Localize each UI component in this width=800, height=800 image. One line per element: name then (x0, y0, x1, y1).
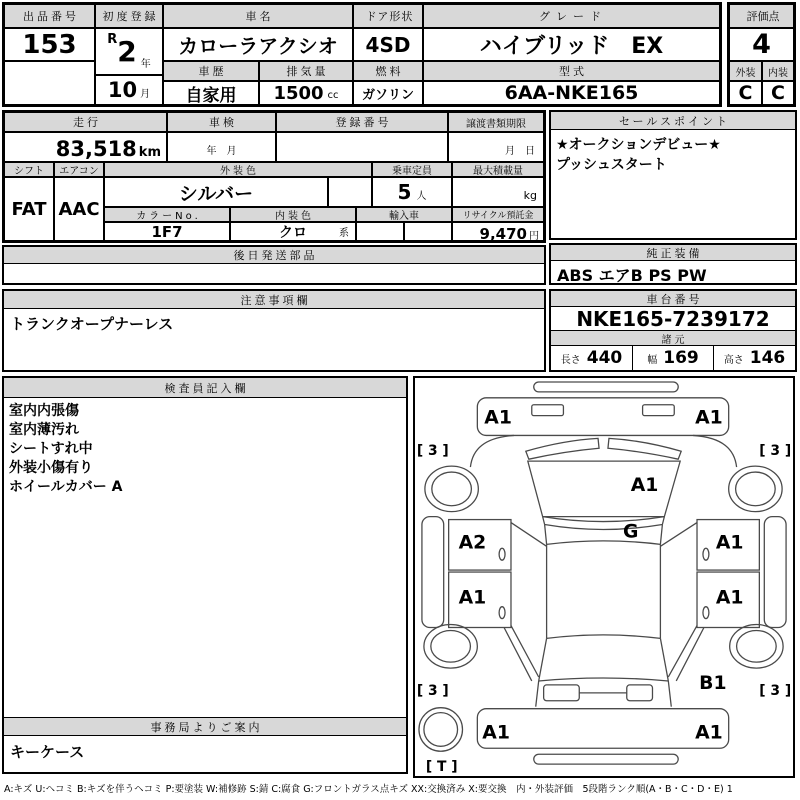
front-right-fender (693, 435, 737, 467)
car-damage-diagram (415, 378, 793, 776)
lot-number-label: 出品番号 (4, 4, 95, 28)
door-shape-value: 4SD (353, 28, 423, 61)
mark-rear-bumper-left: A1 (482, 722, 510, 744)
mark-windshield: G (623, 521, 639, 543)
wheel-front-right-inner (736, 472, 776, 506)
damage-diagram-panel (413, 376, 795, 778)
front-bumper-inset-left (532, 405, 564, 416)
height-cell (714, 346, 795, 370)
rear-bottom-strip (534, 754, 678, 764)
height-label: 高さ (723, 354, 744, 366)
oem-equipment-label: 純正装備 (551, 245, 795, 261)
recycle-deposit-cell (452, 222, 544, 241)
shift-label: シフト (4, 162, 54, 177)
car-name-value: カローラアクシオ (163, 28, 353, 61)
first-registration-month-cell (95, 75, 163, 105)
width-label: 幅 (647, 354, 658, 366)
mark-rear-bumper-right: A1 (695, 722, 723, 744)
interior-grade-value: C (762, 81, 794, 105)
spec-table (2, 110, 546, 243)
score-box (727, 2, 796, 107)
caution-text: トランクオープナーレス (10, 315, 174, 333)
transfer-deadline-value: 月 日 (448, 132, 544, 162)
fuel-value: ガソリン (353, 81, 423, 105)
spare-tire-inner (424, 713, 458, 747)
inspection-label: 車検 (167, 112, 276, 132)
license-plate (544, 685, 580, 701)
recycle-deposit-label: リサイクル預託金 (452, 207, 544, 222)
mark-spare-tire: [ T ] (425, 759, 458, 776)
door-shape-label: ドア形状 (353, 4, 423, 28)
capacity-label: 乗車定員 (372, 162, 452, 177)
rear-bumper (477, 709, 728, 749)
caution-label: 注意事項欄 (4, 291, 544, 309)
payload-unit: kg (452, 177, 544, 207)
exterior-grade-value: C (729, 81, 762, 105)
trunk-garnish (627, 685, 653, 701)
mileage-label: 走行 (4, 112, 167, 132)
mark-tire-rear-right: [ 3 ] (759, 682, 792, 699)
sales-points-label: セールスポイント (551, 112, 795, 130)
front-top-strip (534, 382, 678, 392)
ac-value: AAC (54, 177, 104, 241)
history-value: 自家用 (163, 81, 259, 105)
later-parts-label: 後日発送部品 (4, 247, 544, 264)
mark-tire-front-left: [ 3 ] (416, 443, 449, 460)
interior-color-cell (230, 222, 356, 241)
payload-label: 最大積載量 (452, 162, 544, 177)
score-label: 評価点 (729, 4, 794, 28)
inspector-note-line: 室内薄汚れ (9, 422, 79, 438)
displacement-value: 1500 (273, 82, 324, 104)
later-parts-box (2, 245, 546, 285)
length-cell (551, 346, 633, 370)
wheel-rear-left-inner (431, 630, 471, 662)
caution-box (2, 289, 546, 372)
color-no-value: 1F7 (104, 222, 230, 241)
model-code-value: 6AA-NKE165 (423, 81, 720, 105)
sill-left (422, 517, 444, 628)
capacity-cell (372, 177, 452, 207)
exterior-grade-label: 外装 (729, 61, 762, 81)
shift-value: FAT (4, 177, 54, 241)
inspection-value: 年 月 (167, 132, 276, 162)
damage-code-legend: A:キズ U:ヘコミ B:キズを伴うヘコミ P:要塗装 W:補修跡 S:錆 C:腐食 G:フロントガラス点キズ XX:交換済み X:要交換 内・外装評価 5段階ランク順(A・B・C・D・E) 1 (4, 784, 733, 795)
inspector-note-line: シートすれ中 (9, 441, 93, 457)
era-code: R (107, 32, 118, 47)
inspector-notes (9, 402, 122, 497)
wheel-rear-right-inner (737, 630, 777, 662)
handle-rear-right (703, 607, 709, 619)
displacement-unit: cc (327, 90, 339, 101)
spare-tire-outer (419, 708, 463, 752)
rear-window (539, 638, 669, 681)
lot-empty-cell (4, 61, 95, 105)
mark-tire-rear-left: [ 3 ] (416, 682, 449, 699)
headlight-right (608, 438, 681, 459)
sill-right (764, 517, 786, 628)
wheel-front-left-inner (432, 472, 472, 506)
front-bumper (477, 398, 728, 436)
displacement-label: 排気量 (259, 61, 353, 81)
recycle-deposit-unit: 円 (529, 231, 539, 241)
office-note: キーケース (10, 743, 85, 761)
mark-door-rear-right: A1 (715, 587, 744, 609)
width-value: 169 (663, 348, 699, 368)
interior-grade-label: 内装 (762, 61, 794, 81)
handle-rear-left (499, 607, 505, 619)
car-name-label: 車名 (163, 4, 353, 28)
first-registration-year-cell (95, 28, 163, 75)
ac-label: エアコン (54, 162, 104, 177)
mark-front-bumper-left: A1 (484, 407, 512, 429)
front-door-connectors (511, 523, 697, 547)
vin-label: 車台番号 (551, 291, 795, 307)
lot-number-value: 153 (4, 28, 95, 61)
width-cell (633, 346, 714, 370)
height-value: 146 (749, 348, 786, 368)
import-empty-cell-1 (356, 222, 404, 241)
mileage-value: 83,518 (55, 137, 137, 161)
registration-number-value (276, 132, 448, 162)
mark-quarter-rear-right: B1 (699, 672, 727, 694)
wheel-front-left (425, 466, 478, 512)
handle-front-right (703, 548, 709, 560)
month-value: 10 (107, 78, 138, 102)
specs-label: 諸元 (551, 331, 795, 346)
score-value: 4 (729, 28, 794, 61)
history-label: 車歴 (163, 61, 259, 81)
registration-number-label: 登録番号 (276, 112, 448, 132)
inspector-label: 検査員記入欄 (4, 378, 406, 398)
mark-door-front-right: A1 (715, 532, 744, 554)
length-label: 長さ (560, 354, 581, 366)
interior-color-suffix: 系 (339, 228, 349, 239)
roof (547, 541, 661, 639)
mark-tire-front-right: [ 3 ] (759, 443, 792, 460)
wheel-front-right (729, 466, 782, 512)
sales-point-1: ★オークションデビュー★ (556, 137, 721, 153)
cowl-band (543, 517, 665, 530)
front-left-fender (470, 435, 514, 467)
mark-door-front-left: A2 (458, 532, 487, 554)
mileage-unit: km (138, 145, 161, 160)
interior-color-label: 内装色 (230, 207, 356, 222)
first-registration-label: 初度登録 (95, 4, 163, 28)
sales-points-box (549, 110, 797, 240)
interior-color-value: クロ (279, 224, 307, 241)
exterior-color-empty-cell (328, 177, 372, 207)
sales-point-2: プッシュスタート (556, 157, 667, 173)
mark-hood: A1 (630, 474, 659, 496)
era-year: 2 (117, 35, 137, 68)
fuel-label: 燃料 (353, 61, 423, 81)
model-code-label: 型式 (423, 61, 720, 81)
mark-door-rear-left: A1 (458, 587, 487, 609)
capacity-unit: 人 (416, 191, 427, 202)
month-unit: 月 (140, 89, 151, 100)
year-unit: 年 (140, 59, 151, 70)
inspector-note-line: 外装小傷有り (9, 460, 93, 476)
handle-front-left (499, 548, 505, 560)
exterior-color-value: シルバー (104, 177, 328, 207)
inspector-note-line: ホイールカバー A (9, 479, 123, 495)
oem-equipment-box (549, 243, 797, 285)
rear-quarter-connectors (504, 626, 704, 681)
vin-value: NKE165-7239172 (551, 307, 795, 331)
length-value: 440 (586, 348, 623, 368)
mark-front-bumper-right: A1 (695, 407, 723, 429)
import-label: 輸入車 (356, 207, 452, 222)
inspector-box (2, 376, 408, 774)
vin-specs-box (549, 289, 797, 372)
inspector-note-line: 室内内張傷 (9, 403, 79, 419)
recycle-deposit-value: 9,470 (479, 225, 527, 241)
top-identity-box (2, 2, 722, 107)
office-label: 事務局よりご案内 (4, 717, 406, 736)
capacity-value: 5 (397, 180, 412, 204)
transfer-deadline-label: 譲渡書類期限 (448, 112, 544, 132)
color-no-label: カラーNo. (104, 207, 230, 222)
oem-equipment-text: ABS エアB PS PW (557, 266, 707, 285)
front-bumper-inset-right (643, 405, 675, 416)
mileage-cell (4, 132, 167, 162)
import-empty-cell-2 (404, 222, 452, 241)
grade-label: グレード (423, 4, 720, 28)
displacement-value-cell (259, 81, 353, 105)
later-parts-content (4, 264, 544, 283)
headlight-left (526, 438, 599, 459)
exterior-color-label: 外装色 (104, 162, 372, 177)
grade-value: ハイブリッド EX (423, 28, 720, 61)
